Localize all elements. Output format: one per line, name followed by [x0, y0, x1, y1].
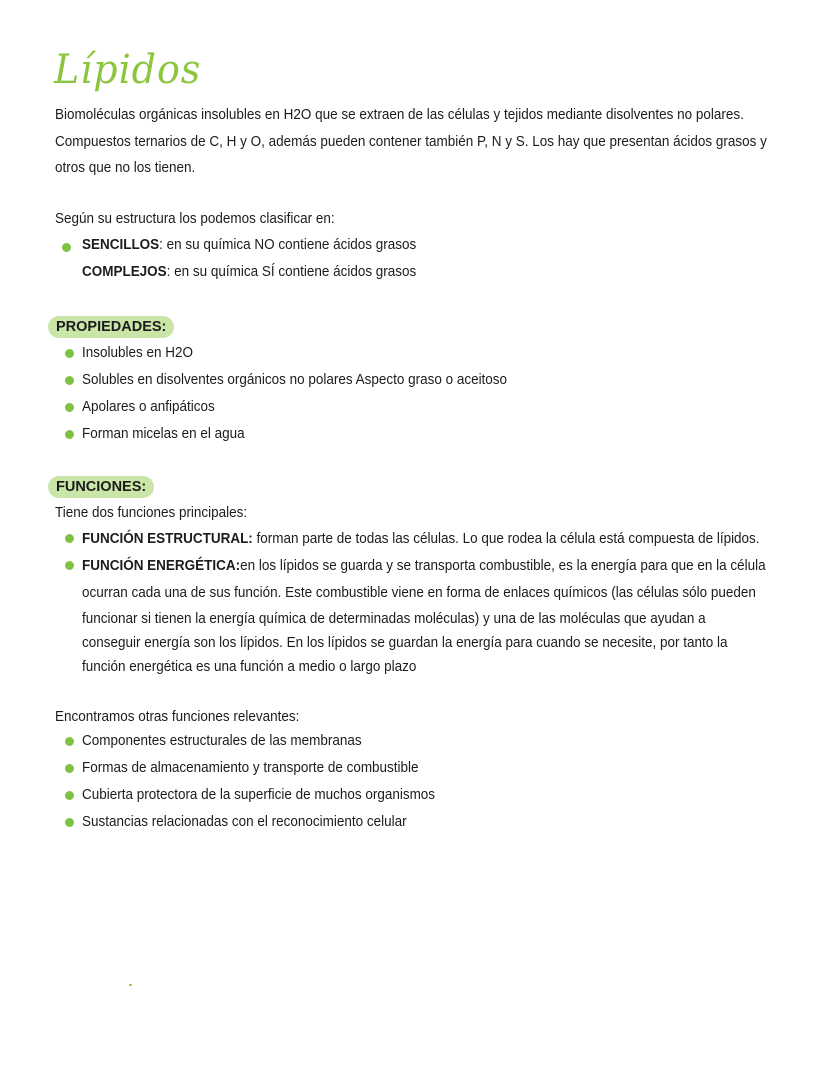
intro-paragraph [55, 102, 767, 182]
bullet-icon [65, 349, 74, 358]
bullet-icon [62, 243, 71, 252]
intro-line: Biomoléculas orgánicas insolubles en H2O que se extraen de las células y tejidos mediante disolventes no polares. [55, 107, 744, 123]
classification-term: COMPLEJOS [82, 264, 167, 280]
list-item: Solubles en disolventes orgánicos no polares Aspecto graso o aceitoso [82, 372, 508, 388]
list-item: Insolubles en H2O [82, 345, 193, 361]
function-term: FUNCIÓN ENERGÉTICA: [82, 558, 241, 574]
classification-intro [55, 206, 734, 233]
classification-intro-text: Según su estructura los podemos clasificar en: [55, 211, 335, 227]
bullet-icon [65, 764, 74, 773]
classification-text: : en su química SÍ contiene ácidos grasos [166, 264, 417, 280]
function-energetic-line: ocurran cada una de sus función. Este combustible viene en forma de enlaces químicos (las células sólo pueden [82, 585, 756, 601]
classification-term: SENCILLOS [82, 237, 160, 253]
bullet-icon [65, 376, 74, 385]
list-item: Forman micelas en el agua [82, 426, 245, 442]
bullet-icon [65, 791, 74, 800]
list-item: Sustancias relacionadas con el reconocimiento celular [82, 814, 407, 830]
classification-text: : en su química NO contiene ácidos grasos [159, 237, 417, 253]
bullet-icon [65, 403, 74, 412]
function-energetic-line: conseguir energía son los lípidos. En los lípidos se guardan la energía para cuando se necesite, por tanto la [82, 635, 728, 651]
function-text: en los lípidos se guarda y se transporta combustible, es la energía para que en la célula [240, 558, 766, 574]
function-energetic-line: función energética es una función a medio o largo plazo [82, 659, 417, 675]
functions-intro-text: Tiene dos funciones principales: [55, 505, 248, 521]
stray-mark [129, 984, 132, 986]
function-text: forman parte de todas las células. Lo que rodea la célula está compuesta de lípidos. [252, 531, 760, 547]
function-energetic-line: funcionar si tienen la energía química de determinadas moléculas) y una de las moléculas que ayudan a [82, 611, 706, 627]
list-item: Apolares o anfipáticos [82, 399, 215, 415]
classification-item-complex [82, 259, 416, 286]
function-term: FUNCIÓN ESTRUCTURAL: [82, 531, 253, 547]
list-item: Formas de almacenamiento y transporte de combustible [82, 760, 419, 776]
list-item: Cubierta protectora de la superficie de muchos organismos [82, 787, 436, 803]
other-functions-intro [55, 704, 734, 731]
bullet-icon [65, 561, 74, 570]
function-energetic [82, 553, 766, 580]
page-title: Lípidos [54, 47, 202, 93]
function-structural [82, 526, 760, 553]
other-functions-intro-text: Encontramos otras funciones relevantes: [55, 709, 300, 725]
functions-heading: FUNCIONES: [48, 476, 154, 498]
intro-line: Compuestos ternarios de C, H y O, además pueden contener también P, N y S. Los hay que presentan ácidos grasos y [55, 133, 767, 150]
functions-intro [55, 500, 734, 527]
bullet-icon [65, 534, 74, 543]
bullet-icon [65, 737, 74, 746]
intro-line: otros que no los tienen. [55, 160, 196, 176]
bullet-icon [65, 818, 74, 827]
properties-heading: PROPIEDADES: [48, 316, 174, 338]
bullet-icon [65, 430, 74, 439]
list-item: Componentes estructurales de las membranas [82, 733, 362, 749]
classification-item-simple [82, 232, 416, 259]
